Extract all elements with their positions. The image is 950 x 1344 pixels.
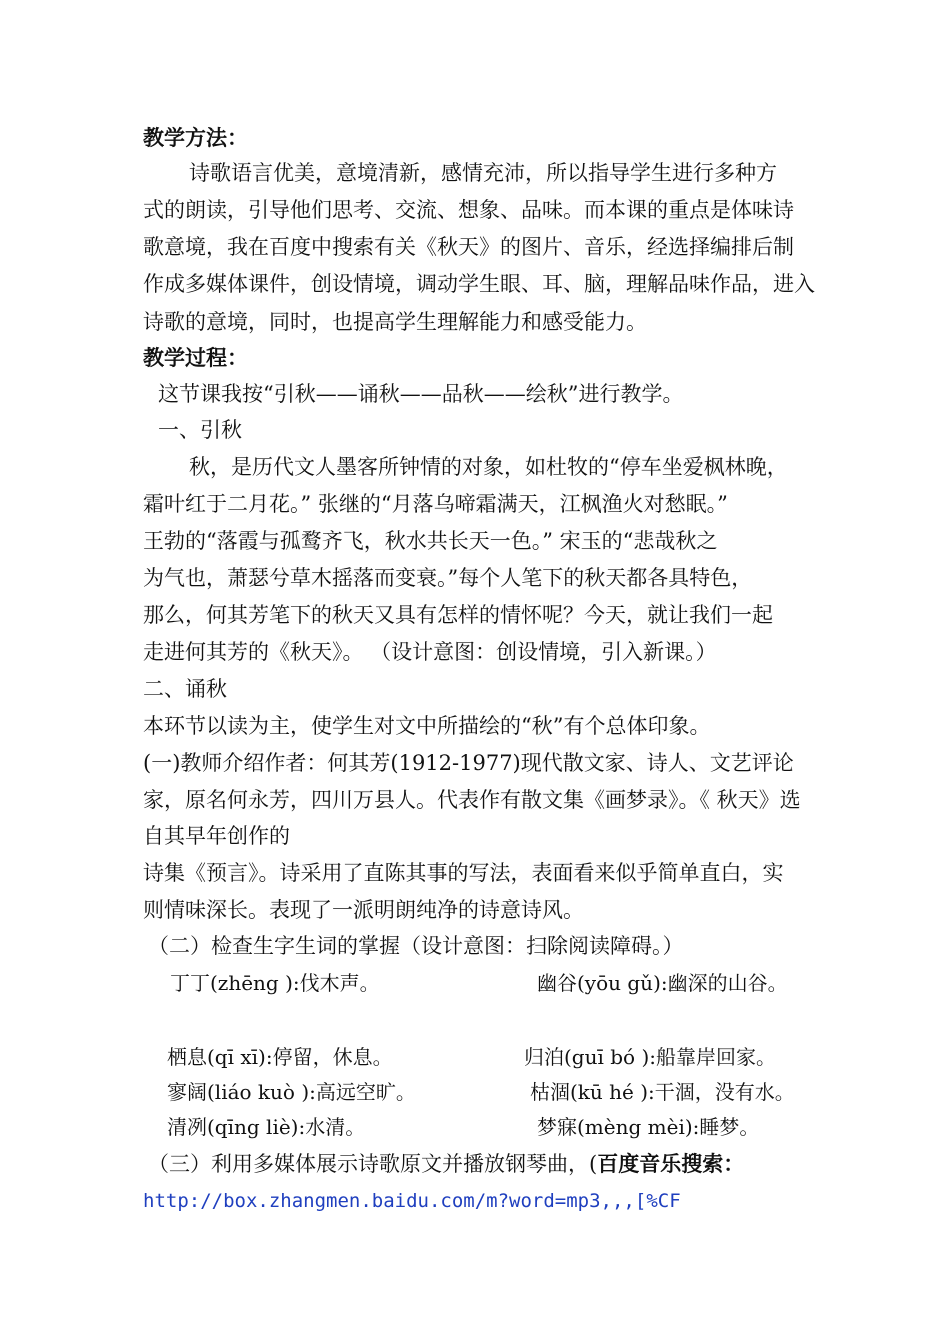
subsection-3-title bbox=[148, 1150, 744, 1178]
vocab-item: 丁丁(zhēng ):伐木声。 bbox=[170, 971, 380, 995]
section-2-line-1: 本环节以读为主，使学生对文中所描绘的“秋”有个总体印象。 bbox=[143, 714, 711, 738]
baidu-music-search-label: 百度音乐搜索： bbox=[597, 1152, 745, 1176]
vocab-item: 梦寐(mèng mèi):睡梦。 bbox=[537, 1115, 760, 1139]
subsection-3-text: （三）利用多媒体展示诗歌原文并播放钢琴曲，( bbox=[148, 1152, 598, 1176]
vocab-item: 归泊(guī bó ):船靠岸回家。 bbox=[524, 1045, 776, 1069]
section-2-line-3: 家，原名何永芳，四川万县人。代表作有散文集《画梦录》。《 秋天》选 bbox=[143, 788, 801, 812]
section-1-line-4: 为气也，萧瑟兮草木摇落而变衰。”每个人笔下的秋天都各具特色， bbox=[143, 566, 753, 590]
section-1-line-2: 霜叶红于二月花。” 张继的“月落乌啼霜满天，江枫渔火对愁眠。” bbox=[143, 492, 728, 516]
section-1-title: 一、引秋 bbox=[158, 418, 242, 442]
section-1-line-5: 那么，何其芳笔下的秋天又具有怎样的情怀呢？今天，就让我们一起 bbox=[143, 603, 773, 627]
section-1-line-6: 走进何其芳的《秋天》。 （设计意图：创设情境，引入新课。） bbox=[143, 640, 717, 664]
vocab-item: 枯涸(kū hé ):干涸，没有水。 bbox=[530, 1080, 795, 1104]
process-intro: 这节课我按“引秋——诵秋——品秋——绘秋”进行教学。 bbox=[158, 382, 684, 406]
subsection-2-title: （二）检查生字生词的掌握（设计意图：扫除阅读障碍。） bbox=[148, 934, 684, 958]
section-2-title: 二、诵秋 bbox=[143, 677, 227, 701]
vocab-item: 栖息(qī xī):停留，休息。 bbox=[167, 1045, 393, 1069]
method-line-1: 诗歌语言优美，意境清新，感情充沛，所以指导学生进行多种方 bbox=[189, 161, 777, 185]
method-line-2: 式的朗读，引导他们思考、交流、想象、品味。而本课的重点是体味诗 bbox=[143, 198, 794, 222]
teaching-method-heading: 教学方法： bbox=[143, 126, 248, 150]
section-2-line-5: 诗集《预言》。诗采用了直陈其事的写法，表面看来似乎简单直白，实 bbox=[143, 861, 784, 885]
vocab-item: 幽谷(yōu gǔ):幽深的山谷。 bbox=[537, 971, 788, 995]
section-2-line-4: 自其早年创作的 bbox=[143, 824, 290, 848]
method-line-5: 诗歌的意境，同时，也提高学生理解能力和感受能力。 bbox=[143, 310, 647, 334]
vocab-item: 清冽(qīng liè):水清。 bbox=[167, 1115, 366, 1139]
method-line-4: 作成多媒体课件，创设情境，调动学生眼、耳、脑，理解品味作品，进入 bbox=[143, 272, 815, 296]
baidu-music-link[interactable]: http://box.zhangmen.baidu.com/m?word=mp3,,,[%CF bbox=[143, 1190, 681, 1212]
section-1-line-3: 王勃的“落霞与孤鹜齐飞，秋水共长天一色。” 宋玉的“悲哉秋之 bbox=[143, 529, 718, 553]
section-2-line-6: 则情味深长。表现了一派明朗纯净的诗意诗风。 bbox=[143, 898, 584, 922]
method-line-3: 歌意境，我在百度中搜索有关《秋天》的图片、音乐，经选择编排后制 bbox=[143, 235, 794, 259]
teaching-process-heading: 教学过程： bbox=[143, 346, 248, 370]
vocab-item: 寥阔(liáo kuò ):高远空旷。 bbox=[167, 1080, 416, 1104]
section-2-line-2: (一)教师介绍作者：何其芳(1912-1977)现代散文家、诗人、文艺评论 bbox=[143, 751, 794, 775]
section-1-line-1: 秋，是历代文人墨客所钟情的对象，如杜牧的“停车坐爱枫林晚， bbox=[189, 455, 788, 479]
